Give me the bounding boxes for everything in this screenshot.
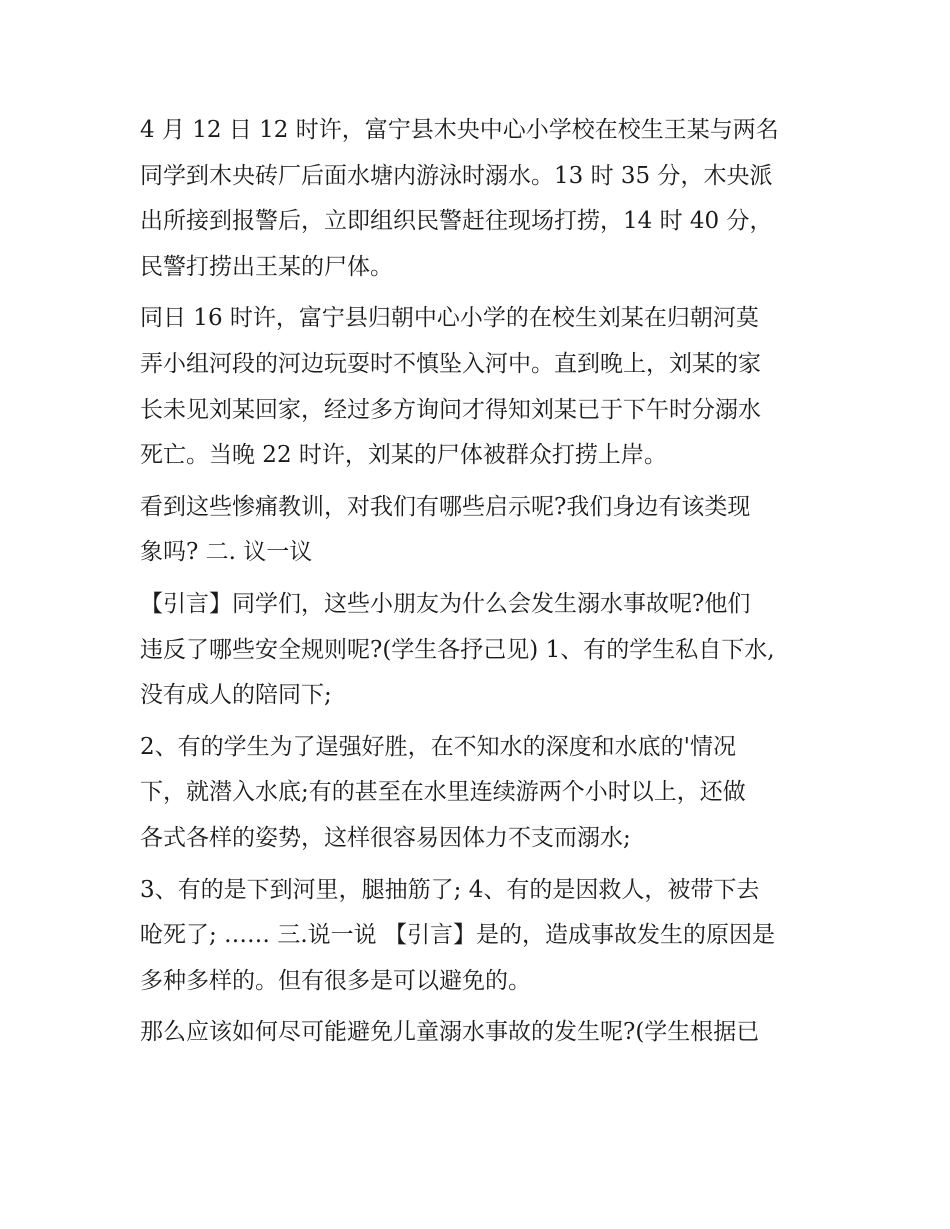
text-line: 死亡。当晚 22 时许，刘某的尸体被群众打捞上岸。 <box>140 442 667 469</box>
text-line: 长未见刘某回家，经过多方询问才得知刘某已于下午时分溺水 <box>140 396 761 423</box>
text-line: 2、有的学生为了逞强好胜，在不知水的深度和水底的'情况 <box>140 733 736 760</box>
text-line: 弄小组河段的河边玩耍时不慎坠入河中。直到晚上，刘某的家 <box>140 350 761 377</box>
text-line: 那么应该如何尽可能避免儿童溺水事故的发生呢?(学生根据已 <box>140 1019 760 1046</box>
text-line: 民警打捞出王某的尸体。 <box>140 253 393 280</box>
text-line: 各式各样的姿势，这样很容易因体力不支而溺水; <box>140 824 631 851</box>
paragraph <box>140 1010 820 1056</box>
text-line: 象吗? 二. 议一议 <box>140 539 313 566</box>
paragraph <box>140 108 820 290</box>
paragraph <box>140 485 820 576</box>
text-line: 3、有的是下到河里，腿抽筋了; 4、有的是因救人，被带下去 <box>140 876 760 903</box>
paragraph <box>140 725 820 862</box>
document-body <box>140 108 820 1056</box>
text-line: 多种多样的。但有很多是可以避免的。 <box>140 967 531 994</box>
text-line: 【引言】同学们，这些小朋友为什么会发生溺水事故呢?他们 <box>140 590 751 617</box>
text-line: 下，就潜入水底;有的甚至在水里连续游两个小时以上，还做 <box>140 779 746 806</box>
paragraph <box>140 296 820 478</box>
text-line: 呛死了; …… 三.说一说 【引言】是的，造成事故发生的原因是 <box>140 922 775 949</box>
paragraph <box>140 582 820 719</box>
text-line: 违反了哪些安全规则呢?(学生各抒己见) 1、有的学生私自下水, <box>140 636 775 663</box>
text-line: 同日 16 时许，富宁县归朝中心小学的在校生刘某在归朝河莫 <box>140 305 759 332</box>
text-line: 没有成人的陪同下; <box>140 682 332 709</box>
text-line: 4 月 12 日 12 时许，富宁县木央中心小学校在校生王某与两名 <box>140 117 779 143</box>
text-line: 出所接到报警后，立即组织民警赶往现场打捞，14 时 40 分， <box>140 208 773 235</box>
text-line: 同学到木央砖厂后面水塘内游泳时溺水。13 时 35 分，木央派 <box>140 162 773 189</box>
paragraph <box>140 868 820 1005</box>
text-line: 看到这些惨痛教训，对我们有哪些启示呢?我们身边有该类现 <box>140 493 751 520</box>
